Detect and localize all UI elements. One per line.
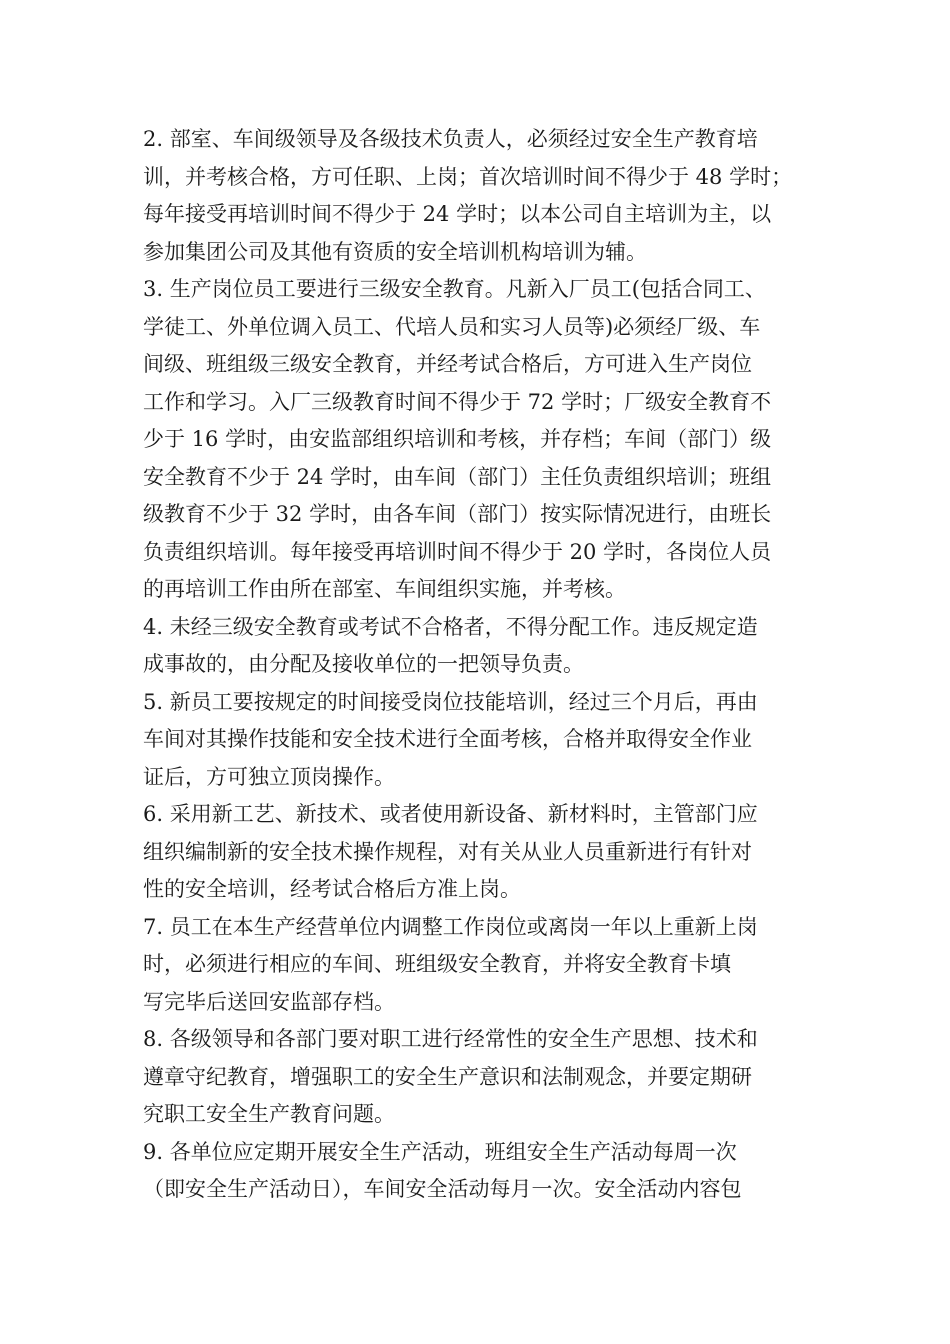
text-line: 写完毕后送回安监部存档。 [143, 989, 395, 1014]
text-line: 成事故的，由分配及接收单位的一把领导负责。 [143, 652, 584, 676]
text-line: 性的安全培训，经考试合格后方准上岗。 [143, 877, 521, 901]
text-line: 遵章守纪教育，增强职工的安全生产意识和法制观念，并要定期研 [143, 1064, 752, 1089]
clause-8 [143, 1021, 808, 1134]
text-line: 7. 员工在本生产经营单位内调整工作岗位或离岗一年以上重新上岗 [143, 914, 758, 939]
text-line: 学徒工、外单位调入员工、代培人员和实习人员等)必须经厂级、车 [143, 314, 761, 339]
text-line: 间级、班组级三级安全教育，并经考试合格后，方可进入生产岗位 [143, 352, 752, 376]
text-line: （即安全生产活动日），车间安全活动每月一次。安全活动内容包 [143, 1177, 742, 1201]
text-line: 4. 未经三级安全教育或考试不合格者，不得分配工作。违反规定造 [143, 614, 758, 639]
text-line: 安全教育不少于 24 学时，由车间（部门）主任负责组织培训；班组 [143, 464, 772, 489]
text-line: 每年接受再培训时间不得少于 24 学时；以本公司自主培训为主，以 [143, 202, 772, 226]
text-line: 负责组织培训。每年接受再培训时间不得少于 20 学时，各岗位人员 [143, 539, 772, 564]
clause-9 [143, 1134, 808, 1209]
text-line: 车间对其操作技能和安全技术进行全面考核，合格并取得安全作业 [143, 727, 752, 751]
text-line: 参加集团公司及其他有资质的安全培训机构培训为辅。 [143, 239, 647, 264]
text-line: 的再培训工作由所在部室、车间组织实施，并考核。 [143, 577, 626, 601]
text-line: 5. 新员工要按规定的时间接受岗位技能培训，经过三个月后，再由 [143, 689, 758, 714]
clause-2 [143, 121, 808, 271]
text-line: 级教育不少于 32 学时，由各车间（部门）按实际情况进行，由班长 [143, 502, 772, 526]
text-line: 证后，方可独立顶岗操作。 [143, 764, 395, 789]
text-line: 组织编制新的安全技术操作规程，对有关从业人员重新进行有针对 [143, 839, 752, 864]
text-line: 少于 16 学时，由安监部组织培训和考核，并存档；车间（部门）级 [143, 427, 772, 451]
text-line: 9. 各单位应定期开展安全生产活动，班组安全生产活动每周一次 [143, 1139, 737, 1164]
document-body [143, 121, 808, 1209]
clause-6 [143, 796, 808, 909]
clause-7 [143, 909, 808, 1022]
text-line: 工作和学习。入厂三级教育时间不得少于 72 学时；厂级安全教育不 [143, 389, 772, 414]
clause-3 [143, 271, 808, 609]
clause-4 [143, 609, 808, 684]
text-line: 6. 采用新工艺、新技术、或者使用新设备、新材料时，主管部门应 [143, 802, 758, 826]
text-line: 时，必须进行相应的车间、班组级安全教育，并将安全教育卡填 [143, 952, 731, 976]
text-line: 2. 部室、车间级领导及各级技术负责人，必须经过安全生产教育培 [143, 127, 758, 151]
clause-5 [143, 684, 808, 797]
text-line: 究职工安全生产教育问题。 [143, 1102, 395, 1126]
text-line: 3. 生产岗位员工要进行三级安全教育。凡新入厂员工(包括合同工、 [143, 277, 766, 301]
text-line: 8. 各级领导和各部门要对职工进行经常性的安全生产思想、技术和 [143, 1027, 758, 1051]
text-line: 训，并考核合格，方可任职、上岗；首次培训时间不得少于 48 学时； [143, 164, 793, 189]
